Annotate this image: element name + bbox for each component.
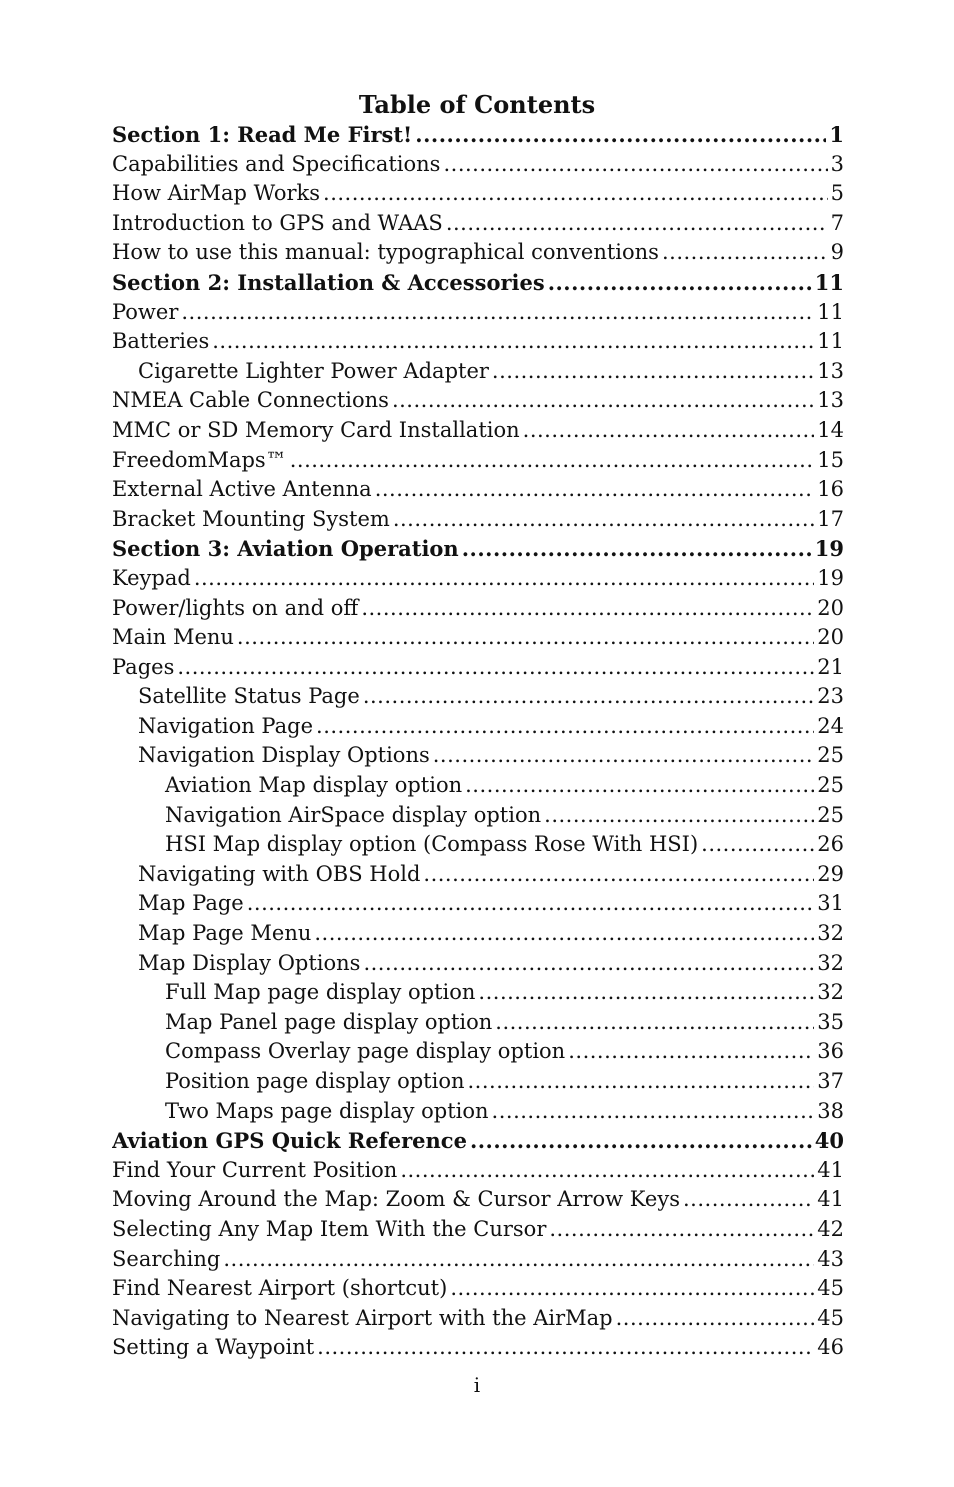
toc-entry-title: Navigation Display Options [138, 743, 430, 768]
toc-entry[interactable] [112, 238, 844, 268]
toc-entry[interactable] [112, 830, 844, 860]
toc-entry[interactable] [112, 564, 844, 594]
toc-entry-page-number: 43 [817, 1246, 844, 1271]
toc-entry-page-number: 11 [814, 269, 844, 295]
toc-entry-page-number: 46 [817, 1335, 844, 1360]
toc-entry-page-number: 14 [817, 417, 844, 442]
toc-entry-title: Map Display Options [138, 950, 361, 975]
toc-entry-title: Bracket Mounting System [112, 506, 390, 531]
toc-dot-leader [247, 889, 815, 919]
toc-entry-title: Introduction to GPS and WAAS [112, 210, 443, 235]
toc-dot-leader [423, 860, 814, 890]
toc-dot-leader [393, 505, 814, 535]
toc-entry-page-number: 25 [817, 743, 844, 768]
toc-entry-title: Pages [112, 654, 175, 679]
toc-entry-page-number: 29 [817, 861, 844, 886]
toc-dot-leader [478, 978, 814, 1008]
toc-entry[interactable] [112, 298, 844, 328]
toc-dot-leader [492, 357, 814, 387]
toc-entry[interactable] [112, 357, 844, 387]
toc-entry-page-number: 32 [817, 921, 844, 946]
toc-entry-title: Section 3: Aviation Operation [112, 536, 459, 562]
toc-entry-page-number: 17 [817, 506, 844, 531]
toc-entry-title: Section 1: Read Me First! [112, 122, 413, 147]
toc-entry-page-number: 13 [817, 358, 844, 383]
toc-dot-leader [323, 179, 828, 209]
toc-dot-leader [450, 1274, 814, 1304]
toc-entry[interactable] [112, 268, 844, 298]
toc-entry-page-number: 25 [817, 773, 844, 798]
toc-entry[interactable] [112, 771, 844, 801]
toc-entry-title: Main Menu [112, 625, 234, 650]
toc-entry-title: MMC or SD Memory Card Installation [112, 417, 520, 442]
toc-entry-title: Aviation GPS Quick Reference [112, 1128, 467, 1154]
toc-entry-page-number: 32 [817, 950, 844, 975]
toc-entry-title: Keypad [112, 565, 191, 590]
toc-entry-title: HSI Map display option (Compass Rose With HSI) [165, 832, 699, 857]
toc-entry[interactable] [112, 919, 844, 949]
toc-dot-leader [495, 1008, 814, 1038]
toc-dot-leader [683, 1185, 814, 1215]
toc-entry[interactable] [112, 1008, 844, 1038]
toc-entry[interactable] [112, 653, 844, 683]
toc-entry-title: Satellite Status Page [138, 684, 360, 709]
toc-entry-page-number: 31 [817, 891, 844, 916]
toc-entry-page-number: 1 [829, 122, 844, 147]
toc-dot-leader [290, 446, 815, 476]
toc-dot-leader [314, 919, 814, 949]
toc-entry-page-number: 36 [817, 1039, 844, 1064]
toc-dot-leader [317, 1333, 814, 1363]
toc-entry-page-number: 3 [830, 151, 844, 176]
toc-entry[interactable] [112, 949, 844, 979]
toc-entry-title: Map Panel page display option [165, 1009, 493, 1034]
toc-entry-page-number: 41 [817, 1157, 844, 1182]
toc-dot-leader [194, 564, 814, 594]
toc-entry-page-number: 42 [817, 1216, 844, 1241]
toc-entry[interactable] [112, 1245, 844, 1275]
toc-dot-leader [544, 801, 814, 831]
toc-entry-page-number: 37 [817, 1069, 844, 1093]
toc-entry-title: Searching [112, 1246, 221, 1271]
toc-entry[interactable] [112, 1274, 844, 1304]
toc-entry-title: Selecting Any Map Item With the Cursor [112, 1216, 547, 1241]
toc-entry-title: Find Your Current Position [112, 1157, 398, 1182]
toc-dot-leader [443, 150, 827, 180]
toc-entry-title: Batteries [112, 329, 210, 354]
toc-dot-leader [462, 534, 812, 564]
toc-entry[interactable] [112, 860, 844, 890]
toc-entry[interactable] [112, 1215, 844, 1245]
toc-dot-leader [492, 1097, 815, 1127]
toc-dot-leader [212, 327, 814, 357]
toc-entry-page-number: 20 [817, 625, 844, 650]
toc-entry-page-number: 26 [817, 832, 844, 857]
toc-entry[interactable] [112, 416, 844, 446]
toc-entry-page-number: 7 [830, 210, 844, 235]
toc-entry[interactable] [112, 623, 844, 653]
toc-entry-page-number: 5 [830, 181, 844, 206]
toc-entry[interactable] [112, 1304, 844, 1334]
toc-dot-leader [465, 771, 814, 801]
toc-entry[interactable] [112, 1156, 844, 1186]
toc-entry-title: NMEA Cable Connections [112, 388, 389, 413]
toc-entry-page-number: 24 [817, 713, 844, 738]
toc-dot-leader [375, 475, 815, 505]
toc-dot-leader [316, 712, 814, 742]
toc-entry[interactable] [112, 889, 844, 919]
toc-entry-title: Navigating with OBS Hold [138, 861, 421, 886]
toc-entry-title: Navigation Page [138, 713, 314, 738]
toc-entry-page-number: 41 [817, 1187, 844, 1212]
toc-entry[interactable] [112, 327, 844, 357]
toc-dot-leader [446, 209, 828, 239]
toc-entry-title: Navigating to Nearest Airport with the AirMap [112, 1305, 613, 1330]
toc-entry-page-number: 15 [817, 447, 844, 472]
toc-entry-title: Cigarette Lighter Power Adapter [138, 358, 489, 383]
toc-entry-title: Setting a Waypoint [112, 1335, 315, 1360]
toc-entry-page-number: 23 [817, 684, 844, 709]
toc-entry[interactable] [112, 505, 844, 535]
toc-entry-title: Moving Around the Map: Zoom & Cursor Arrow Keys [112, 1187, 680, 1212]
toc-entry[interactable] [112, 120, 844, 150]
toc-entry[interactable] [112, 978, 844, 1008]
toc-entry[interactable] [112, 1333, 844, 1363]
toc-dot-leader [363, 682, 814, 712]
toc-entry-title: Map Page Menu [138, 921, 312, 946]
toc-dot-leader [468, 1067, 815, 1097]
toc-entry-title: Power/lights on and off [112, 595, 359, 620]
toc-dot-leader [433, 741, 815, 771]
toc-entry[interactable] [112, 150, 844, 180]
toc-entry[interactable] [112, 179, 844, 209]
toc-entry-page-number: 9 [830, 240, 844, 265]
toc-entry-page-number: 20 [817, 595, 844, 620]
toc-list [112, 120, 844, 1363]
toc-title: Table of Contents [358, 90, 596, 119]
toc-entry-title: External Active Antenna [112, 477, 372, 502]
toc-entry-title: Section 2: Installation & Accessories [112, 269, 545, 295]
toc-entry-page-number: 11 [817, 299, 844, 324]
toc-entry-page-number: 25 [817, 802, 844, 827]
toc-entry-page-number: 40 [814, 1128, 844, 1154]
toc-entry-page-number: 35 [817, 1009, 844, 1034]
toc-dot-leader [400, 1156, 814, 1186]
toc-entry-title: Two Maps page display option [165, 1098, 489, 1123]
toc-entry-title: Aviation Map display option [165, 773, 463, 798]
toc-dot-leader [415, 120, 826, 150]
toc-entry[interactable] [112, 386, 844, 416]
toc-entry[interactable] [112, 712, 844, 742]
toc-dot-leader [470, 1126, 812, 1156]
toc-entry-title: How to use this manual: typographical conventions [112, 240, 659, 265]
toc-entry[interactable] [112, 594, 844, 624]
toc-dot-leader [616, 1304, 815, 1334]
toc-dot-leader [223, 1245, 814, 1275]
toc-entry-title: Find Nearest Airport (shortcut) [112, 1276, 448, 1301]
toc-entry-title: Position page display option [165, 1069, 465, 1093]
toc-entry-page-number: 38 [817, 1098, 844, 1123]
toc-entry[interactable] [112, 1126, 844, 1156]
toc-entry[interactable] [112, 209, 844, 239]
toc-entry[interactable] [112, 534, 844, 564]
toc-entry-page-number: 11 [817, 329, 844, 354]
toc-entry[interactable] [112, 801, 844, 831]
toc-entry-page-number: 32 [817, 980, 844, 1005]
toc-entry-title: Full Map page display option [165, 980, 476, 1005]
toc-dot-leader [701, 830, 814, 860]
toc-entry-title: How AirMap Works [112, 181, 321, 206]
toc-dot-leader [392, 386, 814, 416]
toc-entry-title: FreedomMaps™ [112, 447, 287, 472]
toc-dot-leader [237, 623, 814, 653]
toc-entry-page-number: 19 [814, 536, 844, 562]
toc-entry[interactable] [112, 475, 844, 505]
toc-entry-page-number: 21 [817, 654, 844, 679]
toc-entry-page-number: 16 [817, 477, 844, 502]
toc-dot-leader [549, 1215, 814, 1245]
toc-dot-leader [568, 1037, 814, 1067]
toc-entry[interactable] [112, 741, 844, 771]
page-number: i [473, 1373, 481, 1397]
toc-entry-page-number: 19 [817, 565, 844, 590]
toc-entry[interactable] [112, 1185, 844, 1215]
toc-entry-title: Navigation AirSpace display option [165, 802, 542, 827]
toc-entry[interactable] [112, 1067, 844, 1097]
toc-dot-leader [662, 238, 828, 268]
toc-dot-leader [548, 268, 812, 298]
toc-entry-title: Map Page [138, 891, 244, 916]
toc-dot-leader [181, 298, 814, 328]
toc-dot-leader [523, 416, 815, 446]
toc-entry[interactable] [112, 682, 844, 712]
toc-entry-title: Compass Overlay page display option [165, 1039, 566, 1064]
toc-entry[interactable] [112, 1037, 844, 1067]
toc-entry-page-number: 45 [817, 1305, 844, 1330]
toc-dot-leader [361, 594, 814, 624]
toc-dot-leader [363, 949, 814, 979]
toc-entry-page-number: 45 [817, 1276, 844, 1301]
toc-entry-title: Capabilities and Specifications [112, 151, 441, 176]
toc-entry[interactable] [112, 1097, 844, 1127]
toc-entry[interactable] [112, 446, 844, 476]
toc-entry-page-number: 13 [817, 388, 844, 413]
toc-dot-leader [177, 653, 814, 683]
toc-entry-title: Power [112, 299, 179, 324]
